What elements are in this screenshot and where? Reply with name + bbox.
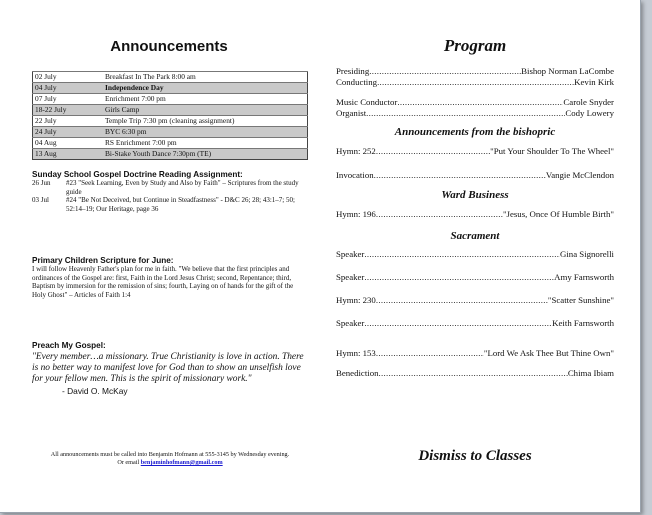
reading-text: #24 "Be Not Deceived, but Continue in Steadfastness" - D&C 26; 28; 43:1–7; 50; 52:14–19; Our Heritage, page 36 bbox=[66, 196, 295, 213]
program-name: "Scatter Sunshine" bbox=[547, 295, 614, 305]
program-role: Hymn: 252 bbox=[336, 146, 376, 156]
program-name: Amy Farnsworth bbox=[554, 272, 614, 282]
program-role: Hymn: 196 bbox=[336, 209, 376, 219]
reading-assignment bbox=[32, 170, 306, 213]
calendar-event: Bi-Stake Youth Dance 7:30pm (TE) bbox=[103, 149, 308, 160]
program-line bbox=[336, 146, 614, 157]
program-line bbox=[336, 368, 614, 379]
calendar-row bbox=[33, 116, 308, 127]
program-line bbox=[336, 66, 614, 77]
calendar-event: BYC 6:30 pm bbox=[103, 127, 308, 138]
program-name: "Lord We Ask Thee But Thine Own" bbox=[483, 348, 614, 358]
reading-text: #23 "Seek Learning, Even by Study and Also by Faith" – Scriptures from the study guide bbox=[66, 179, 299, 196]
calendar-date: 18-22 July bbox=[33, 105, 104, 116]
program-name: Gina Signorelli bbox=[560, 249, 614, 259]
program-name: "Put Your Shoulder To The Wheel" bbox=[490, 146, 614, 156]
calendar-date: 22 July bbox=[33, 116, 104, 127]
program-name: "Jesus, Once Of Humble Birth" bbox=[502, 209, 614, 219]
calendar-event: Enrichment 7:00 pm bbox=[103, 94, 308, 105]
speakers-block bbox=[336, 249, 614, 329]
calendar-date: 04 Aug bbox=[33, 138, 104, 149]
primary-scripture bbox=[32, 256, 306, 299]
calendar-table bbox=[32, 71, 308, 160]
preach-quote: "Every member…a missionary. True Christianity is love in action. There is no better way to manifest love for God than to show an unselfish love for your fellow men. This is the spirit of missionary work." bbox=[32, 352, 304, 384]
program-line bbox=[336, 77, 614, 88]
reading-title: Sunday School Gospel Doctrine Reading Assignment: bbox=[32, 170, 243, 179]
program-line bbox=[336, 272, 614, 283]
announcements-title: Announcements bbox=[110, 38, 228, 55]
opening-block bbox=[336, 146, 614, 181]
calendar-row bbox=[33, 127, 308, 138]
program-name: Vangie McClendon bbox=[545, 170, 614, 180]
program-name: Bishop Norman LaCombe bbox=[521, 66, 614, 76]
program-role: Hymn: 153 bbox=[336, 348, 376, 358]
program-line bbox=[336, 209, 614, 220]
program-role: Speaker bbox=[336, 249, 365, 259]
program-line bbox=[336, 170, 614, 181]
reading-row bbox=[32, 196, 306, 213]
calendar-row bbox=[33, 83, 308, 94]
program-name: Keith Farnsworth bbox=[552, 318, 614, 328]
sacrament-hymn-block bbox=[336, 209, 614, 220]
program-line bbox=[336, 108, 614, 119]
calendar-event: Temple Trip 7:30 pm (cleaning assignment) bbox=[103, 116, 308, 127]
bishopric-heading: Announcements from the bishopric bbox=[394, 126, 556, 138]
calendar-date: 02 July bbox=[33, 72, 104, 83]
music-block bbox=[336, 97, 614, 119]
program-role: Hymn: 230 bbox=[336, 295, 376, 305]
preach-my-gospel bbox=[32, 341, 306, 396]
ward-business-heading: Ward Business bbox=[441, 189, 509, 201]
sacrament-heading: Sacrament bbox=[450, 230, 500, 242]
program-role: Benediction bbox=[336, 368, 379, 378]
calendar-row bbox=[33, 94, 308, 105]
calendar-event: Breakfast In The Park 8:00 am bbox=[103, 72, 308, 83]
calendar-event: RS Enrichment 7:00 pm bbox=[103, 138, 308, 149]
reading-date: 03 Jul bbox=[32, 196, 49, 205]
program-role: Invocation bbox=[336, 170, 374, 180]
reading-date: 26 Jun bbox=[32, 179, 51, 187]
calendar-date: 13 Aug bbox=[33, 149, 104, 160]
announcements-column bbox=[32, 36, 306, 466]
program-name: Chima Ibiam bbox=[567, 368, 614, 378]
calendar-date: 07 July bbox=[33, 94, 104, 105]
primary-title: Primary Children Scripture for June: bbox=[32, 256, 174, 265]
reading-row bbox=[32, 179, 306, 196]
program-name: Carole Snyder bbox=[563, 97, 614, 107]
program-line bbox=[336, 97, 614, 108]
primary-text: I will follow Heavenly Father's plan for me in faith. "We believe that the first principles and ordinances of the Gospel are: first, Faith in the Lord Jesus Christ; second, Repentance; third, Baptism by immersion for the remission of sins; fourth, Laying on of hands for the gift of the Holy Ghost" – Articles of Faith 1:4 bbox=[32, 265, 294, 299]
program-role: Conducting bbox=[336, 77, 378, 87]
calendar-date: 24 July bbox=[33, 127, 104, 138]
program-role: Presiding bbox=[336, 66, 370, 76]
program-role: Speaker bbox=[336, 318, 365, 328]
calendar-date: 04 July bbox=[33, 83, 104, 94]
officers-block bbox=[336, 66, 614, 88]
calendar-row bbox=[33, 149, 308, 160]
closing-block bbox=[336, 348, 614, 379]
program-role: Music Conductor bbox=[336, 97, 398, 107]
program-name: Kevin Kirk bbox=[574, 77, 614, 87]
program-line bbox=[336, 348, 614, 359]
program-role: Organist bbox=[336, 108, 367, 118]
program-title: Program bbox=[443, 36, 507, 55]
contact-note bbox=[50, 451, 290, 467]
calendar-row bbox=[33, 105, 308, 116]
program-name: Cody Lowery bbox=[565, 108, 614, 118]
calendar-event: Girls Camp bbox=[103, 105, 308, 116]
preach-title: Preach My Gospel: bbox=[32, 341, 106, 350]
contact-text: All announcements must be called into Benjamin Hofmann at 555-3145 by Wednesday evening. Or email bbox=[50, 451, 290, 466]
calendar-event: Independence Day bbox=[103, 83, 308, 94]
contact-email-link[interactable]: benjaminhofmann@gmail.com bbox=[140, 459, 223, 466]
program-role: Speaker bbox=[336, 272, 365, 282]
preach-attribution: - David O. McKay bbox=[62, 386, 128, 396]
program-line bbox=[336, 318, 614, 329]
calendar-row bbox=[33, 72, 308, 83]
dismiss-heading: Dismiss to Classes bbox=[418, 448, 532, 464]
program-column bbox=[336, 36, 614, 379]
calendar-row bbox=[33, 138, 308, 149]
program-line bbox=[336, 249, 614, 260]
program-line bbox=[336, 295, 614, 306]
